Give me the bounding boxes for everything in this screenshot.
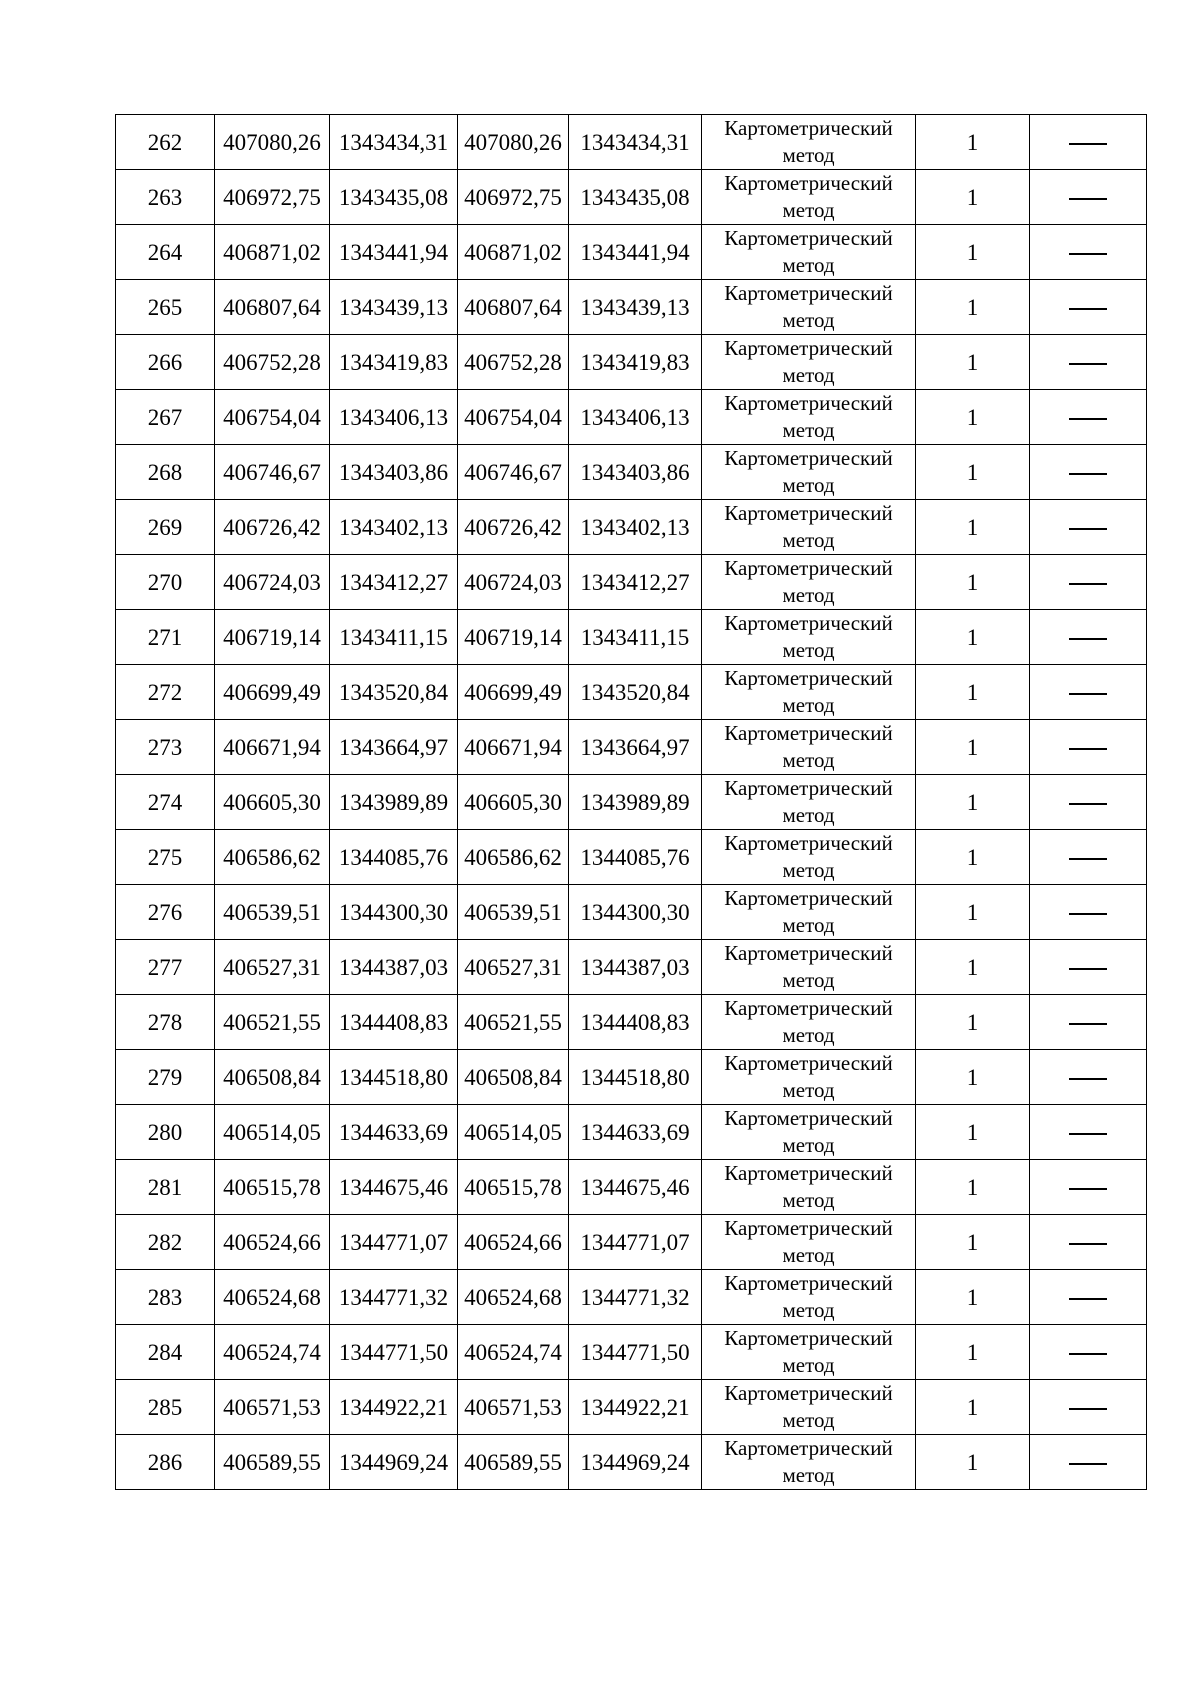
- point-number-cell: 282: [116, 1215, 215, 1270]
- new-y-cell: 1343406,13: [569, 390, 702, 445]
- existing-y-cell: 1343419,83: [330, 335, 458, 390]
- accuracy-cell: 1: [916, 225, 1030, 280]
- dash-mark: [1069, 1243, 1107, 1245]
- table-row: [116, 1325, 1147, 1380]
- note-cell: [1030, 555, 1147, 610]
- existing-x-cell: 406515,78: [215, 1160, 330, 1215]
- dash-mark: [1069, 583, 1107, 585]
- new-y-cell: 1343411,15: [569, 610, 702, 665]
- table-row: [116, 1050, 1147, 1105]
- point-number-cell: 277: [116, 940, 215, 995]
- accuracy-cell: 1: [916, 1325, 1030, 1380]
- method-cell: Картометрический метод: [702, 1050, 916, 1105]
- point-number-cell: 284: [116, 1325, 215, 1380]
- table-row: [116, 885, 1147, 940]
- new-y-cell: 1343441,94: [569, 225, 702, 280]
- table-row: [116, 280, 1147, 335]
- existing-y-cell: 1344771,50: [330, 1325, 458, 1380]
- existing-x-cell: 406726,42: [215, 500, 330, 555]
- accuracy-cell: 1: [916, 390, 1030, 445]
- method-cell: Картометрический метод: [702, 720, 916, 775]
- table-row: [116, 390, 1147, 445]
- note-cell: [1030, 1270, 1147, 1325]
- new-y-cell: 1343520,84: [569, 665, 702, 720]
- note-cell: [1030, 720, 1147, 775]
- table-row: [116, 170, 1147, 225]
- table-row: [116, 1435, 1147, 1490]
- new-y-cell: 1343989,89: [569, 775, 702, 830]
- table-row: [116, 665, 1147, 720]
- point-number-cell: 286: [116, 1435, 215, 1490]
- method-cell: Картометрический метод: [702, 335, 916, 390]
- method-cell: Картометрический метод: [702, 775, 916, 830]
- accuracy-cell: 1: [916, 610, 1030, 665]
- existing-y-cell: 1344633,69: [330, 1105, 458, 1160]
- existing-y-cell: 1344300,30: [330, 885, 458, 940]
- dash-mark: [1069, 638, 1107, 640]
- new-x-cell: 406724,03: [458, 555, 569, 610]
- table-row: [116, 940, 1147, 995]
- method-cell: Картометрический метод: [702, 390, 916, 445]
- accuracy-cell: 1: [916, 115, 1030, 170]
- existing-x-cell: 406524,66: [215, 1215, 330, 1270]
- method-cell: Картометрический метод: [702, 830, 916, 885]
- point-number-cell: 266: [116, 335, 215, 390]
- new-x-cell: 406719,14: [458, 610, 569, 665]
- dash-mark: [1069, 1133, 1107, 1135]
- existing-x-cell: 406754,04: [215, 390, 330, 445]
- existing-x-cell: 406746,67: [215, 445, 330, 500]
- dash-mark: [1069, 1353, 1107, 1355]
- dash-mark: [1069, 1463, 1107, 1465]
- existing-x-cell: 406521,55: [215, 995, 330, 1050]
- new-x-cell: 406515,78: [458, 1160, 569, 1215]
- method-cell: Картометрический метод: [702, 170, 916, 225]
- new-y-cell: 1343412,27: [569, 555, 702, 610]
- accuracy-cell: 1: [916, 280, 1030, 335]
- method-cell: Картометрический метод: [702, 1105, 916, 1160]
- new-x-cell: 406746,67: [458, 445, 569, 500]
- existing-x-cell: 406752,28: [215, 335, 330, 390]
- table-row: [116, 555, 1147, 610]
- table-row: [116, 1160, 1147, 1215]
- dash-mark: [1069, 143, 1107, 145]
- note-cell: [1030, 115, 1147, 170]
- new-x-cell: 406571,53: [458, 1380, 569, 1435]
- note-cell: [1030, 1215, 1147, 1270]
- method-cell: Картометрический метод: [702, 940, 916, 995]
- note-cell: [1030, 1325, 1147, 1380]
- accuracy-cell: 1: [916, 885, 1030, 940]
- accuracy-cell: 1: [916, 555, 1030, 610]
- accuracy-cell: 1: [916, 1435, 1030, 1490]
- existing-y-cell: 1344387,03: [330, 940, 458, 995]
- existing-x-cell: 406571,53: [215, 1380, 330, 1435]
- note-cell: [1030, 225, 1147, 280]
- accuracy-cell: 1: [916, 1105, 1030, 1160]
- table-row: [116, 1105, 1147, 1160]
- method-cell: Картометрический метод: [702, 500, 916, 555]
- table-row: [116, 775, 1147, 830]
- new-x-cell: 406524,68: [458, 1270, 569, 1325]
- existing-y-cell: 1343989,89: [330, 775, 458, 830]
- accuracy-cell: 1: [916, 720, 1030, 775]
- table-row: [116, 830, 1147, 885]
- point-number-cell: 281: [116, 1160, 215, 1215]
- existing-y-cell: 1343412,27: [330, 555, 458, 610]
- existing-y-cell: 1344518,80: [330, 1050, 458, 1105]
- existing-y-cell: 1343435,08: [330, 170, 458, 225]
- point-number-cell: 283: [116, 1270, 215, 1325]
- new-x-cell: 406752,28: [458, 335, 569, 390]
- existing-x-cell: 406972,75: [215, 170, 330, 225]
- note-cell: [1030, 1050, 1147, 1105]
- note-cell: [1030, 170, 1147, 225]
- point-number-cell: 269: [116, 500, 215, 555]
- dash-mark: [1069, 308, 1107, 310]
- method-cell: Картометрический метод: [702, 115, 916, 170]
- table-row: [116, 1270, 1147, 1325]
- dash-mark: [1069, 968, 1107, 970]
- note-cell: [1030, 665, 1147, 720]
- existing-x-cell: 406539,51: [215, 885, 330, 940]
- accuracy-cell: 1: [916, 445, 1030, 500]
- existing-y-cell: 1343439,13: [330, 280, 458, 335]
- existing-x-cell: 406524,74: [215, 1325, 330, 1380]
- method-cell: Картометрический метод: [702, 885, 916, 940]
- existing-y-cell: 1344922,21: [330, 1380, 458, 1435]
- new-y-cell: 1343402,13: [569, 500, 702, 555]
- method-cell: Картометрический метод: [702, 610, 916, 665]
- accuracy-cell: 1: [916, 995, 1030, 1050]
- table-row: [116, 610, 1147, 665]
- point-number-cell: 270: [116, 555, 215, 610]
- note-cell: [1030, 995, 1147, 1050]
- point-number-cell: 268: [116, 445, 215, 500]
- existing-x-cell: 406508,84: [215, 1050, 330, 1105]
- table-row: [116, 445, 1147, 500]
- table-row: [116, 225, 1147, 280]
- point-number-cell: 271: [116, 610, 215, 665]
- dash-mark: [1069, 198, 1107, 200]
- existing-x-cell: 406871,02: [215, 225, 330, 280]
- new-x-cell: 406514,05: [458, 1105, 569, 1160]
- existing-x-cell: 406524,68: [215, 1270, 330, 1325]
- table-row: [116, 1215, 1147, 1270]
- method-cell: Картометрический метод: [702, 1325, 916, 1380]
- point-number-cell: 265: [116, 280, 215, 335]
- new-y-cell: 1344408,83: [569, 995, 702, 1050]
- new-y-cell: 1344969,24: [569, 1435, 702, 1490]
- accuracy-cell: 1: [916, 775, 1030, 830]
- method-cell: Картометрический метод: [702, 995, 916, 1050]
- method-cell: Картометрический метод: [702, 225, 916, 280]
- point-number-cell: 279: [116, 1050, 215, 1105]
- new-y-cell: 1343403,86: [569, 445, 702, 500]
- note-cell: [1030, 940, 1147, 995]
- new-x-cell: 406524,66: [458, 1215, 569, 1270]
- point-number-cell: 272: [116, 665, 215, 720]
- coordinates-table: [115, 114, 1147, 1490]
- existing-x-cell: 406514,05: [215, 1105, 330, 1160]
- note-cell: [1030, 1380, 1147, 1435]
- existing-x-cell: 406527,31: [215, 940, 330, 995]
- method-cell: Картометрический метод: [702, 445, 916, 500]
- new-x-cell: 406527,31: [458, 940, 569, 995]
- dash-mark: [1069, 1298, 1107, 1300]
- note-cell: [1030, 280, 1147, 335]
- new-x-cell: 406589,55: [458, 1435, 569, 1490]
- accuracy-cell: 1: [916, 1380, 1030, 1435]
- existing-y-cell: 1344969,24: [330, 1435, 458, 1490]
- new-x-cell: 406807,64: [458, 280, 569, 335]
- note-cell: [1030, 885, 1147, 940]
- existing-x-cell: 406605,30: [215, 775, 330, 830]
- point-number-cell: 276: [116, 885, 215, 940]
- method-cell: Картометрический метод: [702, 1215, 916, 1270]
- new-x-cell: 406871,02: [458, 225, 569, 280]
- method-cell: Картометрический метод: [702, 1160, 916, 1215]
- note-cell: [1030, 830, 1147, 885]
- existing-y-cell: 1344675,46: [330, 1160, 458, 1215]
- existing-x-cell: 406724,03: [215, 555, 330, 610]
- dash-mark: [1069, 1408, 1107, 1410]
- new-x-cell: 407080,26: [458, 115, 569, 170]
- accuracy-cell: 1: [916, 1270, 1030, 1325]
- new-x-cell: 406671,94: [458, 720, 569, 775]
- point-number-cell: 267: [116, 390, 215, 445]
- accuracy-cell: 1: [916, 1050, 1030, 1105]
- new-x-cell: 406699,49: [458, 665, 569, 720]
- new-x-cell: 406524,74: [458, 1325, 569, 1380]
- new-x-cell: 406539,51: [458, 885, 569, 940]
- dash-mark: [1069, 913, 1107, 915]
- dash-mark: [1069, 363, 1107, 365]
- new-y-cell: 1344387,03: [569, 940, 702, 995]
- dash-mark: [1069, 253, 1107, 255]
- method-cell: Картометрический метод: [702, 665, 916, 720]
- note-cell: [1030, 1160, 1147, 1215]
- existing-y-cell: 1343664,97: [330, 720, 458, 775]
- method-cell: Картометрический метод: [702, 1435, 916, 1490]
- dash-mark: [1069, 528, 1107, 530]
- new-y-cell: 1343439,13: [569, 280, 702, 335]
- dash-mark: [1069, 858, 1107, 860]
- new-x-cell: 406972,75: [458, 170, 569, 225]
- new-y-cell: 1344518,80: [569, 1050, 702, 1105]
- note-cell: [1030, 500, 1147, 555]
- existing-y-cell: 1343402,13: [330, 500, 458, 555]
- point-number-cell: 275: [116, 830, 215, 885]
- point-number-cell: 278: [116, 995, 215, 1050]
- accuracy-cell: 1: [916, 500, 1030, 555]
- method-cell: Картометрический метод: [702, 1380, 916, 1435]
- new-y-cell: 1343434,31: [569, 115, 702, 170]
- existing-y-cell: 1344408,83: [330, 995, 458, 1050]
- dash-mark: [1069, 803, 1107, 805]
- new-x-cell: 406754,04: [458, 390, 569, 445]
- method-cell: Картометрический метод: [702, 280, 916, 335]
- table-row: [116, 115, 1147, 170]
- accuracy-cell: 1: [916, 170, 1030, 225]
- dash-mark: [1069, 1023, 1107, 1025]
- note-cell: [1030, 1435, 1147, 1490]
- existing-x-cell: 406671,94: [215, 720, 330, 775]
- existing-x-cell: 406719,14: [215, 610, 330, 665]
- point-number-cell: 263: [116, 170, 215, 225]
- new-y-cell: 1344675,46: [569, 1160, 702, 1215]
- new-y-cell: 1344922,21: [569, 1380, 702, 1435]
- point-number-cell: 262: [116, 115, 215, 170]
- method-cell: Картометрический метод: [702, 555, 916, 610]
- accuracy-cell: 1: [916, 940, 1030, 995]
- accuracy-cell: 1: [916, 830, 1030, 885]
- new-y-cell: 1344085,76: [569, 830, 702, 885]
- table-row: [116, 1380, 1147, 1435]
- existing-y-cell: 1343406,13: [330, 390, 458, 445]
- dash-mark: [1069, 418, 1107, 420]
- point-number-cell: 285: [116, 1380, 215, 1435]
- table-row: [116, 720, 1147, 775]
- table-row: [116, 995, 1147, 1050]
- note-cell: [1030, 445, 1147, 500]
- table-row: [116, 335, 1147, 390]
- point-number-cell: 274: [116, 775, 215, 830]
- existing-x-cell: 406589,55: [215, 1435, 330, 1490]
- point-number-cell: 273: [116, 720, 215, 775]
- accuracy-cell: 1: [916, 665, 1030, 720]
- accuracy-cell: 1: [916, 1215, 1030, 1270]
- new-y-cell: 1344771,32: [569, 1270, 702, 1325]
- accuracy-cell: 1: [916, 1160, 1030, 1215]
- new-x-cell: 406508,84: [458, 1050, 569, 1105]
- dash-mark: [1069, 748, 1107, 750]
- existing-x-cell: 406586,62: [215, 830, 330, 885]
- table-row: [116, 500, 1147, 555]
- dash-mark: [1069, 693, 1107, 695]
- new-y-cell: 1344300,30: [569, 885, 702, 940]
- point-number-cell: 264: [116, 225, 215, 280]
- note-cell: [1030, 1105, 1147, 1160]
- existing-x-cell: 406699,49: [215, 665, 330, 720]
- note-cell: [1030, 775, 1147, 830]
- new-x-cell: 406726,42: [458, 500, 569, 555]
- note-cell: [1030, 335, 1147, 390]
- note-cell: [1030, 390, 1147, 445]
- dash-mark: [1069, 1078, 1107, 1080]
- existing-y-cell: 1343403,86: [330, 445, 458, 500]
- existing-x-cell: 406807,64: [215, 280, 330, 335]
- new-x-cell: 406586,62: [458, 830, 569, 885]
- new-y-cell: 1343664,97: [569, 720, 702, 775]
- method-cell: Картометрический метод: [702, 1270, 916, 1325]
- existing-y-cell: 1343411,15: [330, 610, 458, 665]
- new-x-cell: 406605,30: [458, 775, 569, 830]
- new-y-cell: 1344771,50: [569, 1325, 702, 1380]
- existing-y-cell: 1343441,94: [330, 225, 458, 280]
- dash-mark: [1069, 1188, 1107, 1190]
- existing-y-cell: 1344771,07: [330, 1215, 458, 1270]
- new-y-cell: 1343435,08: [569, 170, 702, 225]
- existing-y-cell: 1343520,84: [330, 665, 458, 720]
- new-x-cell: 406521,55: [458, 995, 569, 1050]
- existing-x-cell: 407080,26: [215, 115, 330, 170]
- point-number-cell: 280: [116, 1105, 215, 1160]
- table-body: [116, 115, 1147, 1490]
- new-y-cell: 1344771,07: [569, 1215, 702, 1270]
- new-y-cell: 1344633,69: [569, 1105, 702, 1160]
- note-cell: [1030, 610, 1147, 665]
- existing-y-cell: 1344771,32: [330, 1270, 458, 1325]
- existing-y-cell: 1344085,76: [330, 830, 458, 885]
- existing-y-cell: 1343434,31: [330, 115, 458, 170]
- accuracy-cell: 1: [916, 335, 1030, 390]
- new-y-cell: 1343419,83: [569, 335, 702, 390]
- dash-mark: [1069, 473, 1107, 475]
